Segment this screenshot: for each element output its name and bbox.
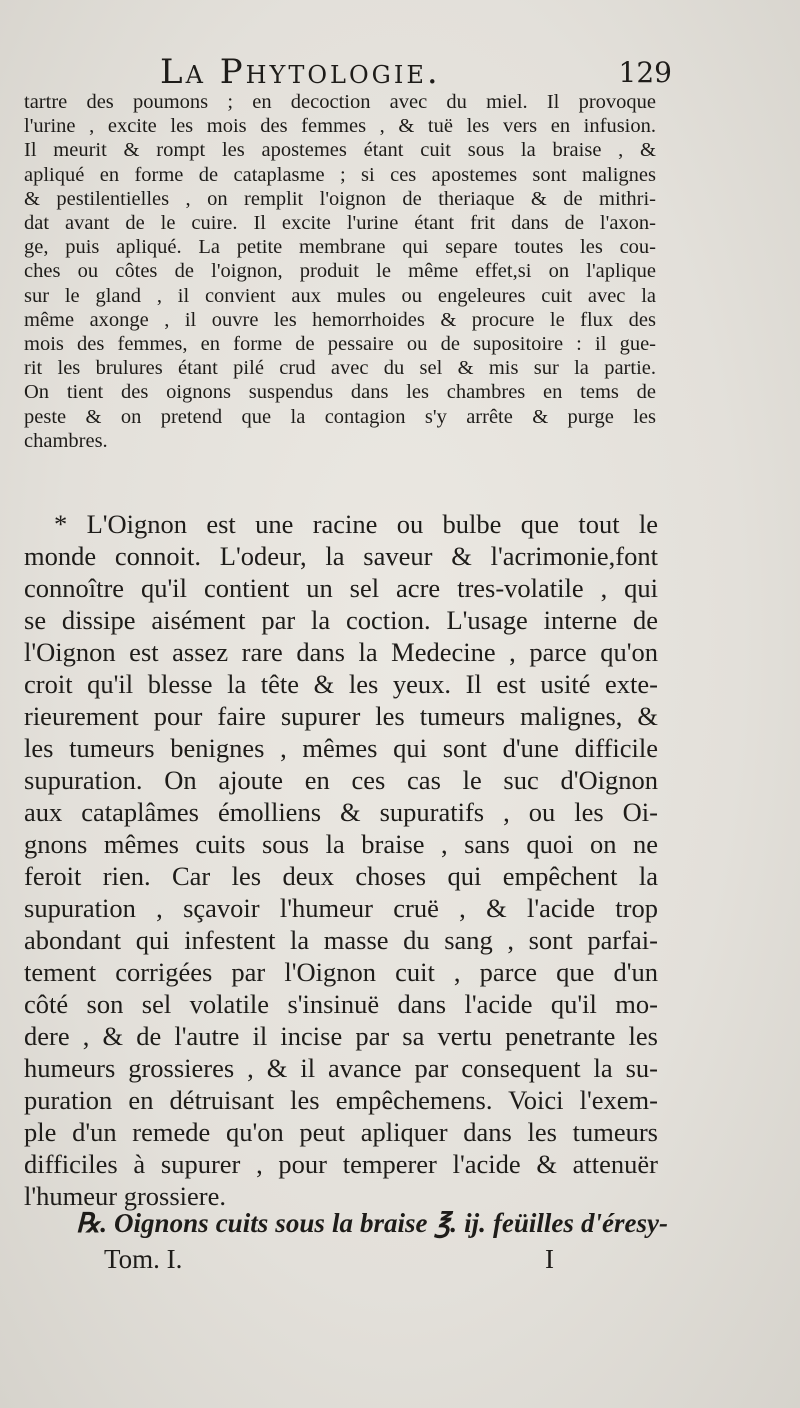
running-title: La Phytologie.	[160, 52, 441, 92]
text-line: peste & on pretend que la contagion s'y arrête & purge les	[24, 405, 656, 428]
text-line: Il meurit & rompt les apostemes étant cuit sous la braise , &	[24, 139, 656, 162]
text-line: difficiles à supurer , pour temperer l'acide & attenuër	[24, 1149, 658, 1179]
text-line: l'Oignon est assez rare dans la Medecine , parce qu'on	[24, 637, 658, 667]
text-line: rit les brulures étant pilé crud avec du sel & mis sur la partie.	[24, 357, 656, 380]
text-line: & pestilentielles , on remplit l'oignon de theriaque & de mithri-	[24, 187, 656, 210]
text-line: l'humeur grossiere.	[24, 1181, 226, 1211]
text-line: chambres.	[24, 429, 108, 452]
page-number: 129	[618, 56, 672, 89]
text-line: supuration. On ajoute en ces cas le suc d'Oignon	[24, 765, 658, 795]
text-line: se dissipe aisément par la coction. L'usage interne de	[24, 605, 658, 635]
text-line: les tumeurs benignes , mêmes qui sont d'une difficile	[24, 733, 658, 763]
text-line: ple d'un remede qu'on peut apliquer dans les tumeurs	[24, 1117, 658, 1147]
text-line: dere , & de l'autre il incise par sa vertu penetrante les	[24, 1021, 658, 1051]
text-line: supuration , sçavoir l'humeur cruë , & l'acide trop	[24, 893, 658, 923]
text-line: tartre des poumons ; en decoction avec du miel. Il provoque	[24, 91, 656, 113]
text-line: ches ou côtes de l'oignon, produit le même effet,si on l'aplique	[24, 260, 656, 283]
text-line: tement corrigées par l'Oignon cuit , parce que d'un	[24, 957, 658, 987]
text-line: dat avant de le cuire. Il excite l'urine étant frit dans de l'axon-	[24, 212, 656, 235]
text-line: aux cataplâmes émolliens & supuratifs , ou les Oi-	[24, 797, 658, 827]
text-line: abondant qui infestent la masse du sang , sont parfai-	[24, 925, 658, 955]
text-line: humeurs grossieres , & il avance par consequent la su-	[24, 1053, 658, 1083]
text-line: puration en détruisant les empêchemens. Voici l'exem-	[24, 1085, 658, 1115]
signature-mark: I	[545, 1244, 554, 1274]
text-line: côté son sel volatile s'insinuë dans l'acide qu'il mo-	[24, 989, 658, 1019]
volume-label: Tom. I.	[104, 1244, 183, 1274]
text-line: feroit rien. Car les deux choses qui empêchent la	[24, 861, 658, 891]
text-line: même axonge , il ouvre les hemorrhoides & procure le flux des	[24, 308, 656, 331]
text-line: On tient des oignons suspendus dans les chambres en tems de	[24, 381, 656, 404]
commentary-paragraph	[24, 508, 658, 1212]
text-line: apliqué en forme de cataplasme ; si ces apostemes sont malignes	[24, 163, 656, 186]
text-line: gnons mêmes cuits sous la braise , sans quoi on ne	[24, 829, 658, 859]
text-line: mois des femmes, en forme de pessaire ou de supositoire : il gue-	[24, 333, 656, 356]
text-line: rieurement pour faire supurer les tumeurs malignes, &	[24, 701, 658, 731]
text-line: sur le gland , il convient aux mules ou engeleures cuit avec la	[24, 284, 656, 307]
recipe-line: ℞. Oignons cuits sous la braise ℥. ij. feüilles d'éresy-	[76, 1208, 668, 1238]
text-line: connoître qu'il contient un sel acre tres-volatile , qui	[24, 573, 658, 603]
text-line: monde connoit. L'odeur, la saveur & l'acrimonie,font	[24, 541, 658, 571]
text-line: * L'Oignon est une racine ou bulbe que tout le	[54, 509, 658, 539]
page-footer	[104, 1244, 554, 1284]
text-line: l'urine , excite les mois des femmes , & tuë les vers en infusion.	[24, 115, 656, 138]
notes-paragraph	[24, 90, 656, 453]
text-line: croit qu'il blesse la tête & les yeux. Il est usité exte-	[24, 669, 658, 699]
text-line: ge, puis apliqué. La petite membrane qui separe toutes les cou-	[24, 236, 656, 259]
